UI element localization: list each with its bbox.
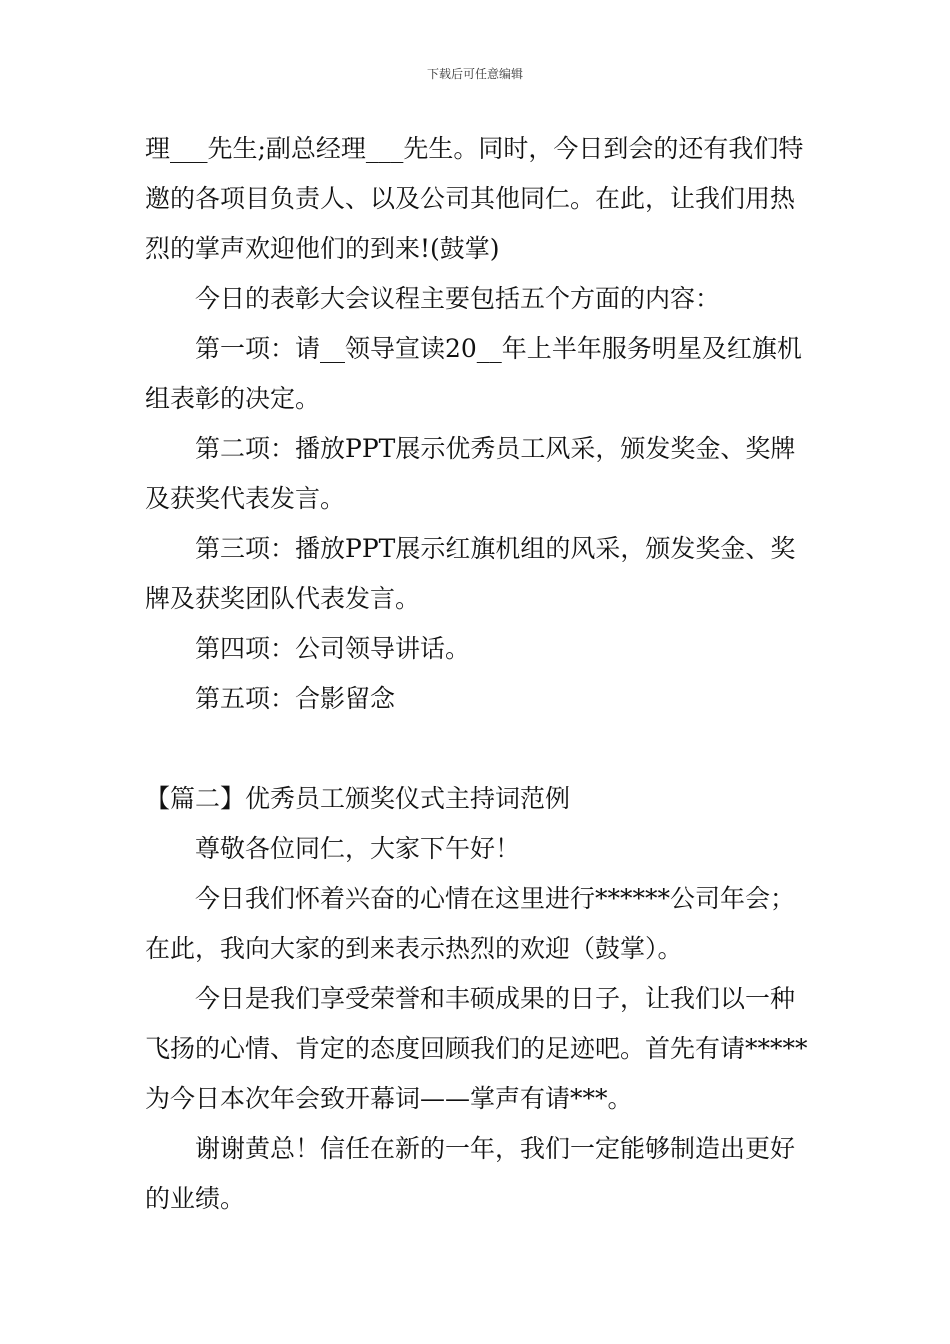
paragraph-opening: 今日是我们享受荣誉和丰硕成果的日子，让我们以一种飞扬的心情、肯定的态度回顾我们的足迹吧。首先有请*****为今日本次年会致开幕词——掌声有请***。	[145, 984, 808, 1113]
paragraph-agenda-item-3: 第三项：播放PPT展示红旗机组的风采，颁发奖金、奖牌及获奖团队代表发言。	[145, 534, 796, 613]
document-body	[145, 124, 815, 1224]
page-header: 下载后可任意编辑	[426, 67, 523, 81]
paragraph-greeting: 尊敬各位同仁，大家下午好！	[195, 834, 521, 863]
paragraph-thanks: 谢谢黄总！信任在新的一年，我们一定能够制造出更好的业绩。	[145, 1134, 796, 1213]
section-title: 【篇二】优秀员工颁奖仪式主持词范例	[145, 784, 571, 813]
paragraph-agenda-item-5: 第五项：合影留念	[195, 684, 396, 713]
paragraph-welcome: 今日我们怀着兴奋的心情在这里进行******公司年会；在此，我向大家的到来表示热烈的欢迎（鼓掌）。	[145, 884, 796, 963]
paragraph-agenda-item-4: 第四项：公司领导讲话。	[195, 634, 471, 663]
paragraph-agenda-intro: 今日的表彰大会议程主要包括五个方面的内容：	[195, 284, 721, 313]
paragraph-continuation: 理___先生;副总经理___先生。同时，今日到会的还有我们特邀的各项目负责人、以及公司其他同仁。在此，让我们用热烈的掌声欢迎他们的到来!(鼓掌)	[145, 134, 804, 263]
paragraph-agenda-item-1: 第一项：请__领导宣读20__年上半年服务明星及红旗机组表彰的决定。	[145, 334, 802, 413]
paragraph-agenda-item-2: 第二项：播放PPT展示优秀员工风采，颁发奖金、奖牌及获奖代表发言。	[145, 434, 796, 513]
